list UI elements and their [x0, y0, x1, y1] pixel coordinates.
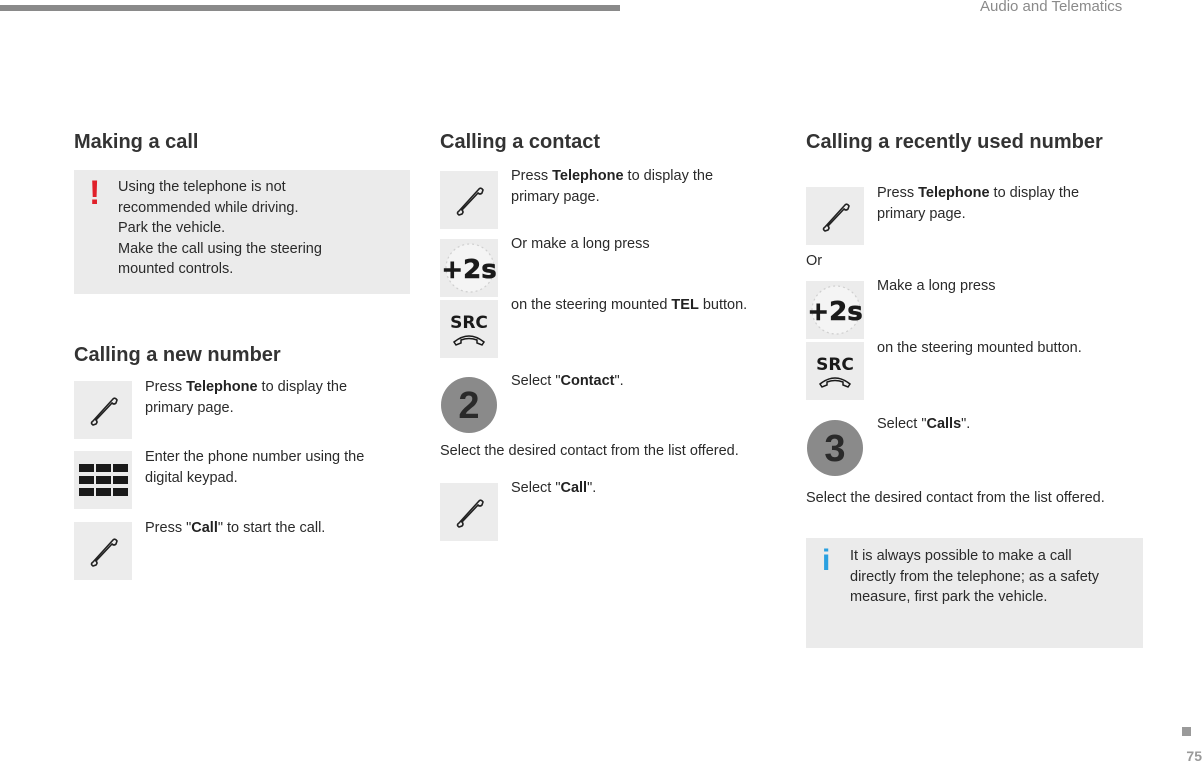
step-2-badge [440, 376, 498, 434]
phone-icon [440, 483, 498, 541]
recent-or: Or [806, 253, 823, 269]
step-3-badge [806, 419, 864, 477]
phone-icon [74, 381, 132, 439]
recent-step1: Press Telephone to display the primary page. [877, 185, 1080, 222]
telephone-button[interactable] [74, 381, 132, 439]
src-phone-icon [440, 300, 498, 358]
recent-title: Calling a recently used number [806, 131, 1103, 153]
long-press-button[interactable] [440, 239, 498, 297]
keypad-button[interactable] [74, 451, 132, 509]
recent-long-press: Make a long press [877, 278, 996, 294]
contact-steering: on the steering mounted TEL button. [511, 297, 748, 313]
info-icon: i [822, 544, 831, 577]
step-3-icon [806, 419, 864, 477]
telephone-button[interactable] [440, 171, 498, 229]
contact-call: Select "Call". [511, 480, 597, 496]
section-header: Audio and Telematics [980, 0, 1123, 15]
svg-text:2: 2 [458, 385, 480, 427]
page-marker [1182, 727, 1191, 736]
info-text: It is always possible to make a call directly from the telephone; as a safety measure, first park the vehicle. [850, 548, 1100, 605]
svg-text:3: 3 [824, 428, 846, 470]
phone-icon [74, 522, 132, 580]
contact-long-press: Or make a long press [511, 236, 650, 252]
call-button[interactable] [74, 522, 132, 580]
new-number-step2: Enter the phone number using the digital keypad. [145, 449, 365, 486]
long-press-icon [440, 239, 498, 297]
long-press-icon [806, 281, 864, 339]
making-call-title: Making a call [74, 131, 199, 153]
new-number-step1: Press Telephone to display the primary page. [145, 379, 348, 416]
telephone-button[interactable] [806, 187, 864, 245]
svg-text:+2s: +2s [807, 297, 863, 327]
keypad-icon [74, 451, 132, 509]
recent-list-text: Select the desired contact from the list offered. [806, 490, 1105, 506]
page-number: 75 [1186, 748, 1202, 764]
warning-text: Using the telephone is not recommended while driving. Park the vehicle. Make the call using the steering mounted controls. [118, 179, 322, 277]
long-press-button[interactable] [806, 281, 864, 339]
step-2-icon [440, 376, 498, 434]
tel-steering-button[interactable] [440, 300, 498, 358]
recent-steering: on the steering mounted button. [877, 340, 1082, 356]
contact-step1: Press Telephone to display the primary page. [511, 168, 714, 205]
new-number-title: Calling a new number [74, 344, 281, 366]
contact-title: Calling a contact [440, 131, 601, 153]
recent-select: Select "Calls". [877, 416, 971, 432]
svg-text:SRC: SRC [450, 313, 488, 333]
header-rule [0, 5, 620, 11]
src-phone-icon [806, 342, 864, 400]
contact-list-text: Select the desired contact from the list offered. [440, 443, 739, 459]
new-number-step3: Press "Call" to start the call. [145, 520, 326, 536]
phone-icon [440, 171, 498, 229]
warning-box [74, 170, 410, 294]
tel-steering-button[interactable] [806, 342, 864, 400]
warning-icon: ! [89, 174, 101, 212]
svg-text:SRC: SRC [816, 355, 854, 375]
contact-select: Select "Contact". [511, 373, 624, 389]
svg-text:+2s: +2s [441, 255, 497, 285]
phone-icon [806, 187, 864, 245]
info-box [806, 538, 1143, 648]
call-button[interactable] [440, 483, 498, 541]
